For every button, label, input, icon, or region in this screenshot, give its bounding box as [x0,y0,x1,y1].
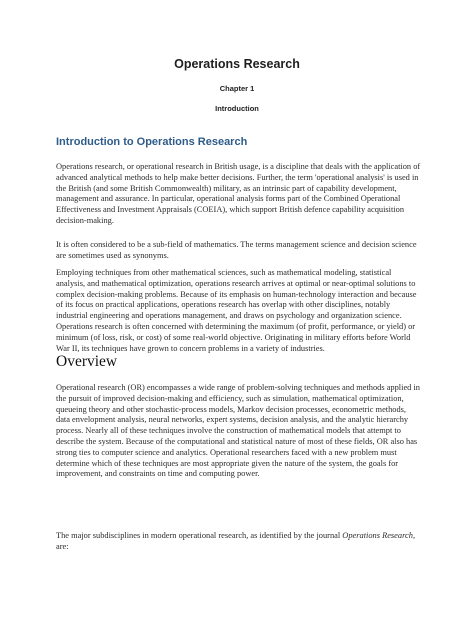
paragraph-subdisciplines [56,531,422,553]
chapter-number: Chapter 1 [219,84,255,93]
chapter-title: Introduction [215,104,259,113]
paragraph-techniques: Employing techniques from other mathematical sciences, such as mathematical modeling, statistical analysis, and mathematical optimization, operations research arrives at optimal or near-optimal solutions to complex decision-making problems. Because of its emphasis on human-technology interaction and because of its focus on practical applications, operations research has overlap with other disciplines, notably industrial engineering and operations management, and draws on psychology and organization science. Operations research is often concerned with determining the maximum (of profit, performance, or yield) or minimum (of loss, risk, or cost) of some real-world objective. Originating in military efforts before World War II, its techniques have grown to concern problems in a variety of industries. [56,268,417,353]
journal-name: Operations Research [342,531,413,540]
paragraph-subfield: It is often considered to be a sub-field of mathematics. The terms management science and decision science are sometimes used as synonyms. [56,240,417,260]
overview-heading: Overview [56,353,118,370]
subdisciplines-text-end: , are: [56,531,416,551]
document-title: Operations Research [174,57,300,71]
paragraph-overview: Operational research (OR) encompasses a wide range of problem-solving techniques and methods applied in the pursuit of improved decision-making and efficiency, such as simulation, mathematical optimization, queueing theory and other stochastic-process models, Markov decision processes, econometric methods, data envelopment analysis, neural networks, expert systems, decision analysis, and the analytic hierarchy process. Nearly all of these techniques involve the construction of mathematical models that attempt to describe the system. Because of the computational and statistical nature of most of these fields, OR also has strong ties to computer science and analytics. Operational researchers faced with a new problem must determine which of these techniques are most appropriate given the nature of the system, the goals for improvement, and constraints on time and computing power. [56,383,420,479]
section-heading: Introduction to Operations Research [56,136,248,148]
paragraph-definition: Operations research, or operational research in British usage, is a discipline that deals with the application of advanced analytical methods to help make better decisions. Further, the term 'operational analysis' is used in the British (and some British Commonwealth) military, as an intrinsic part of capability development, management and assurance. In particular, operational analysis forms part of the Combined Operational Effectiveness and Investment Appraisals (COEIA), which support British defence capability acquisition decision-making. [56,162,421,225]
subdisciplines-text-start: The major subdisciplines in modern operational research, as identified by the journal [56,531,343,540]
